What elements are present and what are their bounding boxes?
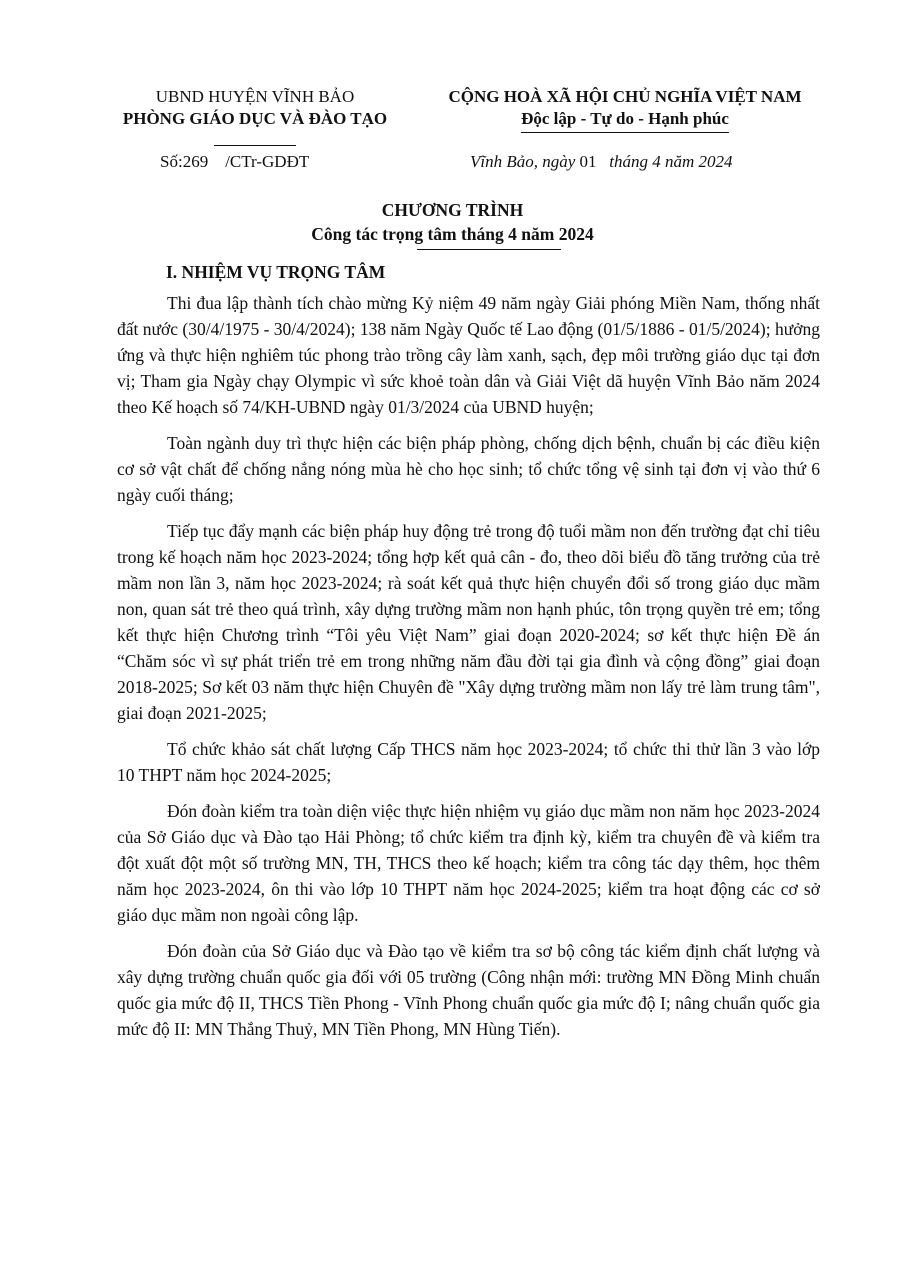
national-motto: Độc lập - Tự do - Hạnh phúc <box>521 108 729 133</box>
date-month-year: tháng 4 năm 2024 <box>609 152 733 171</box>
paragraph: Đón đoàn của Sở Giáo dục và Đào tạo về kiểm tra sơ bộ công tác kiểm định chất lượng và xây dựng trường chuẩn quốc gia đối với 05 trường (Công nhận mới: trường MN Đồng Minh chuẩn quốc gia mức độ II, THCS Tiền Phong - Vĩnh Phong chuẩn quốc gia mức độ I; nâng chuẩn quốc gia mức độ II: MN Thắng Thuỷ, MN Tiền Phong, MN Hùng Tiến). <box>117 941 820 1039</box>
issuing-agency-block <box>100 86 410 152</box>
paragraph: Tổ chức khảo sát chất lượng Cấp THCS năm học 2023-2024; tổ chức thi thử lần 3 vào lớp 10 THPT năm học 2024-2025; <box>117 739 820 785</box>
title-main: CHƯƠNG TRÌNH <box>381 200 524 220</box>
section-heading: I. NHIỆM VỤ TRỌNG TÂM <box>166 262 386 282</box>
agency-underline <box>214 145 296 146</box>
paragraph: Thi đua lập thành tích chào mừng Kỷ niệm 49 năm ngày Giải phóng Miền Nam, thống nhất đất nước (30/4/1975 - 30/4/2024); 138 năm Ngày Quốc tế Lao động (01/5/1886 - 01/5/2024); hưởng ứng và thực hiện nghiêm túc phong trào trồng cây làm xanh, sạch, đẹp môi trường giáo dục tại đơn vị; Tham gia Ngày chạy Olympic vì sức khoẻ toàn dân và Giải Việt dã huyện Vĩnh Bảo năm 2024 theo Kế hoạch số 74/KH-UBND ngày 01/3/2024 của UBND huyện; <box>117 293 820 417</box>
place-date-prefix: Vĩnh Bảo, ngày <box>470 152 576 171</box>
paragraph: Đón đoàn kiểm tra toàn diện việc thực hiện nhiệm vụ giáo dục mầm non năm học 2023-2024 của Sở Giáo dục và Đào tạo Hải Phòng; tổ chức kiểm tra định kỳ, kiểm tra chuyên đề và kiểm tra đột xuất đột một số trường MN, TH, THCS theo kế hoạch; kiểm tra công tác dạy thêm, học thêm năm học 2023-2024, ôn thi vào lớp 10 THPT năm học 2024-2025; kiểm tra hoạt động các cơ sở giáo dục mầm non ngoài công lập. <box>117 801 820 925</box>
place-date <box>470 152 733 172</box>
country-name: CỘNG HOÀ XÃ HỘI CHỦ NGHĨA VIỆT NAM <box>448 87 802 106</box>
document-title <box>0 198 905 246</box>
national-title-block <box>420 86 830 133</box>
paragraph: Toàn ngành duy trì thực hiện các biện pháp phòng, chống dịch bệnh, chuẩn bị các điều kiện cơ sở vật chất để chống nắng nóng mùa hè cho học sinh; tổ chức tổng vệ sinh tại đơn vị vào thứ 6 ngày cuối tháng; <box>117 433 820 505</box>
parent-organization: UBND HUYỆN VĨNH BẢO <box>155 87 355 106</box>
doc-number-value: 269 <box>182 152 209 171</box>
title-sub: Công tác trọng tâm tháng 4 năm 2024 <box>311 224 594 244</box>
doc-code: /CTr-GDĐT <box>225 152 310 171</box>
organization-name: PHÒNG GIÁO DỤC VÀ ĐÀO TẠO <box>122 109 388 128</box>
document-number <box>160 152 309 172</box>
section-body <box>117 290 820 1052</box>
paragraph: Tiếp tục đẩy mạnh các biện pháp huy động trẻ trong độ tuổi mầm non đến trường đạt chỉ tiêu trong kế hoạch năm học 2023-2024; tổng hợp kết quả cân - đo, theo dõi biểu đồ tăng trưởng của trẻ mầm non lần 3, năm học 2023-2024; rà soát kết quả thực hiện chuyển đổi số trong giáo dục mầm non, quan sát trẻ theo quá trình, xây dựng trường mầm non hạnh phúc, tôn trọng quyền trẻ em; tổng kết thực hiện Chương trình “Tôi yêu Việt Nam” giai đoạn 2020-2024; sơ kết thực hiện Đề án “Chăm sóc vì sự phát triển trẻ em trong những năm đầu đời tại gia đình và cộng đồng” giai đoạn 2018-2025; Sơ kết 03 năm thực hiện Chuyên đề "Xây dựng trường mầm non lấy trẻ làm trung tâm", giai đoạn 2021-2025; <box>117 521 820 723</box>
date-day: 01 <box>579 152 597 171</box>
title-underline <box>417 249 561 250</box>
doc-number-label: Số: <box>160 152 183 171</box>
